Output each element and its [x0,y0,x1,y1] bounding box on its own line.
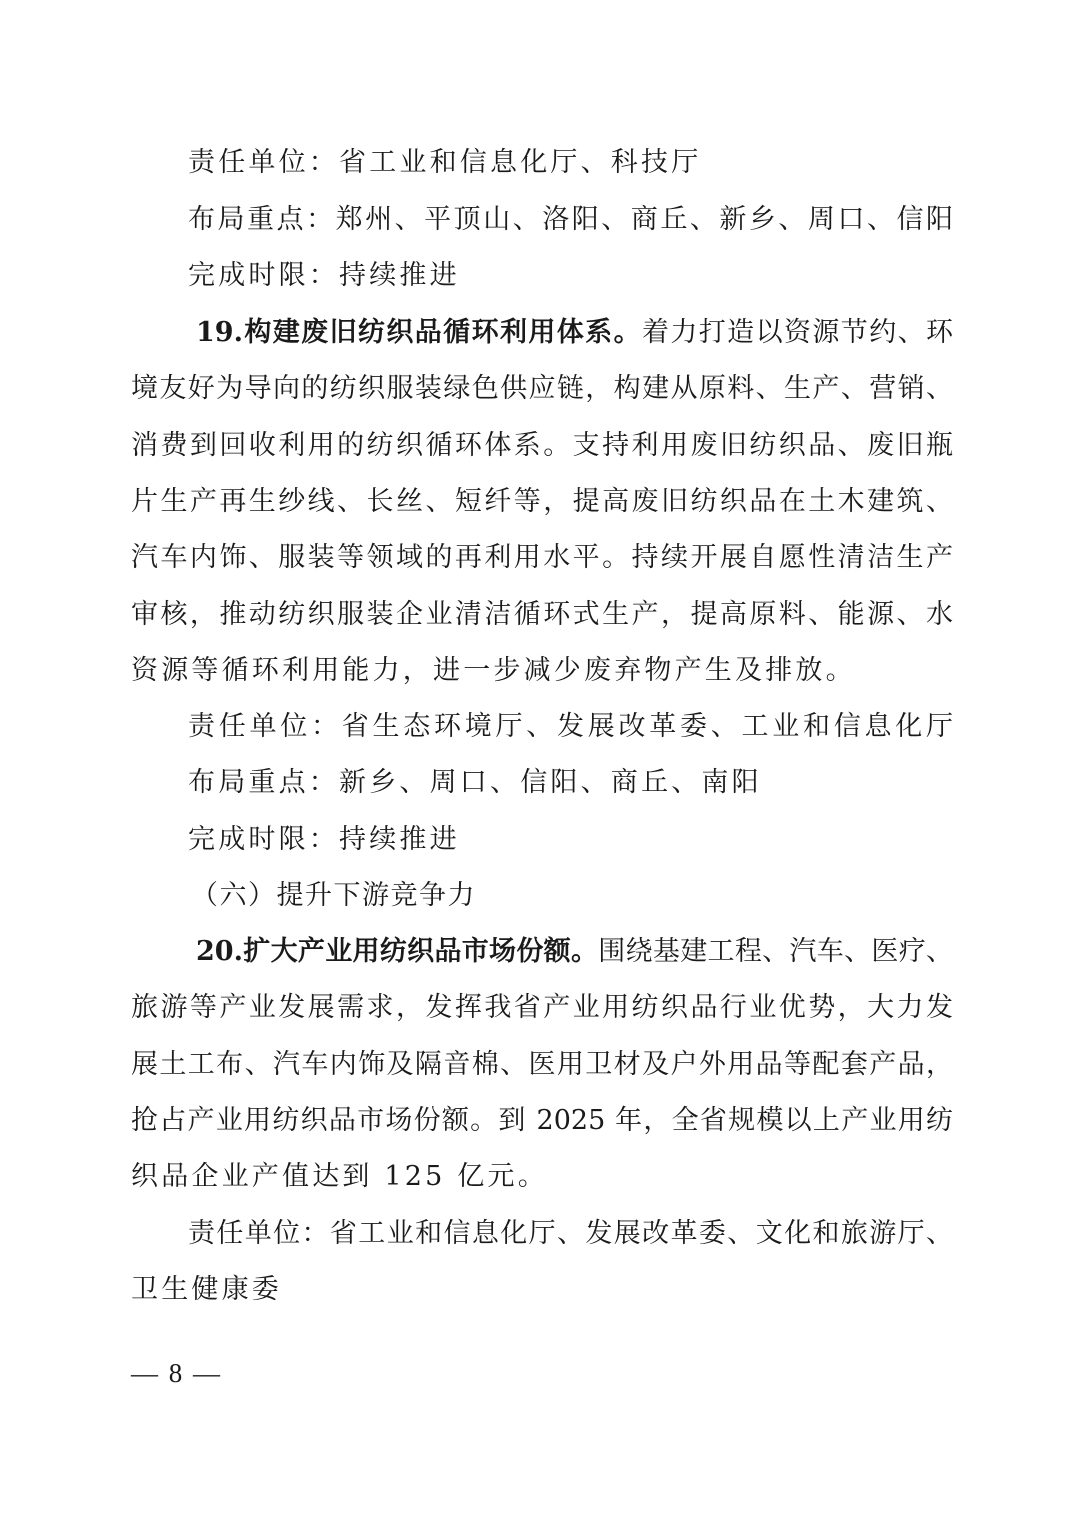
item-19-text-start: 着力打造以资源节约、环 [641,317,953,348]
item-20-line-4: 抢占产业用纺织品市场份额。到 2025 年，全省规模以上产业用纺 [131,1105,953,1136]
item-19-line-4: 片生产再生纱线、长丝、短纤等，提高废旧纺织品在土木建筑、 [131,486,953,517]
item-20-heading: 20.扩大产业用纺织品市场份额。 [196,936,599,967]
layout-focus-line-19: 布局重点：新乡、周口、信阳、商丘、南阳 [188,767,762,798]
responsibility-line-19: 责任单位：省生态环境厅、发展改革委、工业和信息化厅 [188,711,953,742]
deadline-line-18: 完成时限：持续推进 [188,260,460,291]
item-19-first-line [196,316,953,350]
item-19-line-5: 汽车内饰、服装等领域的再利用水平。持续开展自愿性清洁生产 [131,542,953,573]
item-20-first-line [196,935,953,969]
responsibility-line-20: 责任单位：省工业和信息化厅、发展改革委、文化和旅游厅、 [188,1218,953,1249]
item-19-line-3: 消费到回收利用的纺织循环体系。支持利用废旧纺织品、废旧瓶 [131,430,953,461]
layout-focus-line-18: 布局重点：郑州、平顶山、洛阳、商丘、新乡、周口、信阳 [188,204,953,235]
item-20-line-2: 旅游等产业发展需求，发挥我省产业用纺织品行业优势，大力发 [131,992,953,1023]
item-19-line-7: 资源等循环利用能力，进一步减少废弃物产生及排放。 [131,655,856,686]
responsibility-line-18: 责任单位：省工业和信息化厅、科技厅 [188,147,702,178]
item-19-heading: 19.构建废旧纺织品循环利用体系。 [196,317,642,348]
responsibility-line-20-continued: 卫生健康委 [131,1274,282,1305]
item-20-line-5: 织品企业产值达到 125 亿元。 [131,1161,548,1192]
page-number: — 8 — [131,1358,222,1388]
item-20-text-start: 围绕基建工程、汽车、医疗、 [598,936,953,967]
item-19-line-6: 审核，推动纺织服装企业清洁循环式生产，提高原料、能源、水 [131,599,953,630]
item-20-line-3: 展土工布、汽车内饰及隔音棉、医用卫材及户外用品等配套产品， [131,1049,953,1080]
section-heading-six: （六）提升下游竞争力 [191,880,476,911]
item-19-line-2: 境友好为导向的纺织服装绿色供应链，构建从原料、生产、营销、 [131,373,953,404]
deadline-line-19: 完成时限：持续推进 [188,824,460,855]
